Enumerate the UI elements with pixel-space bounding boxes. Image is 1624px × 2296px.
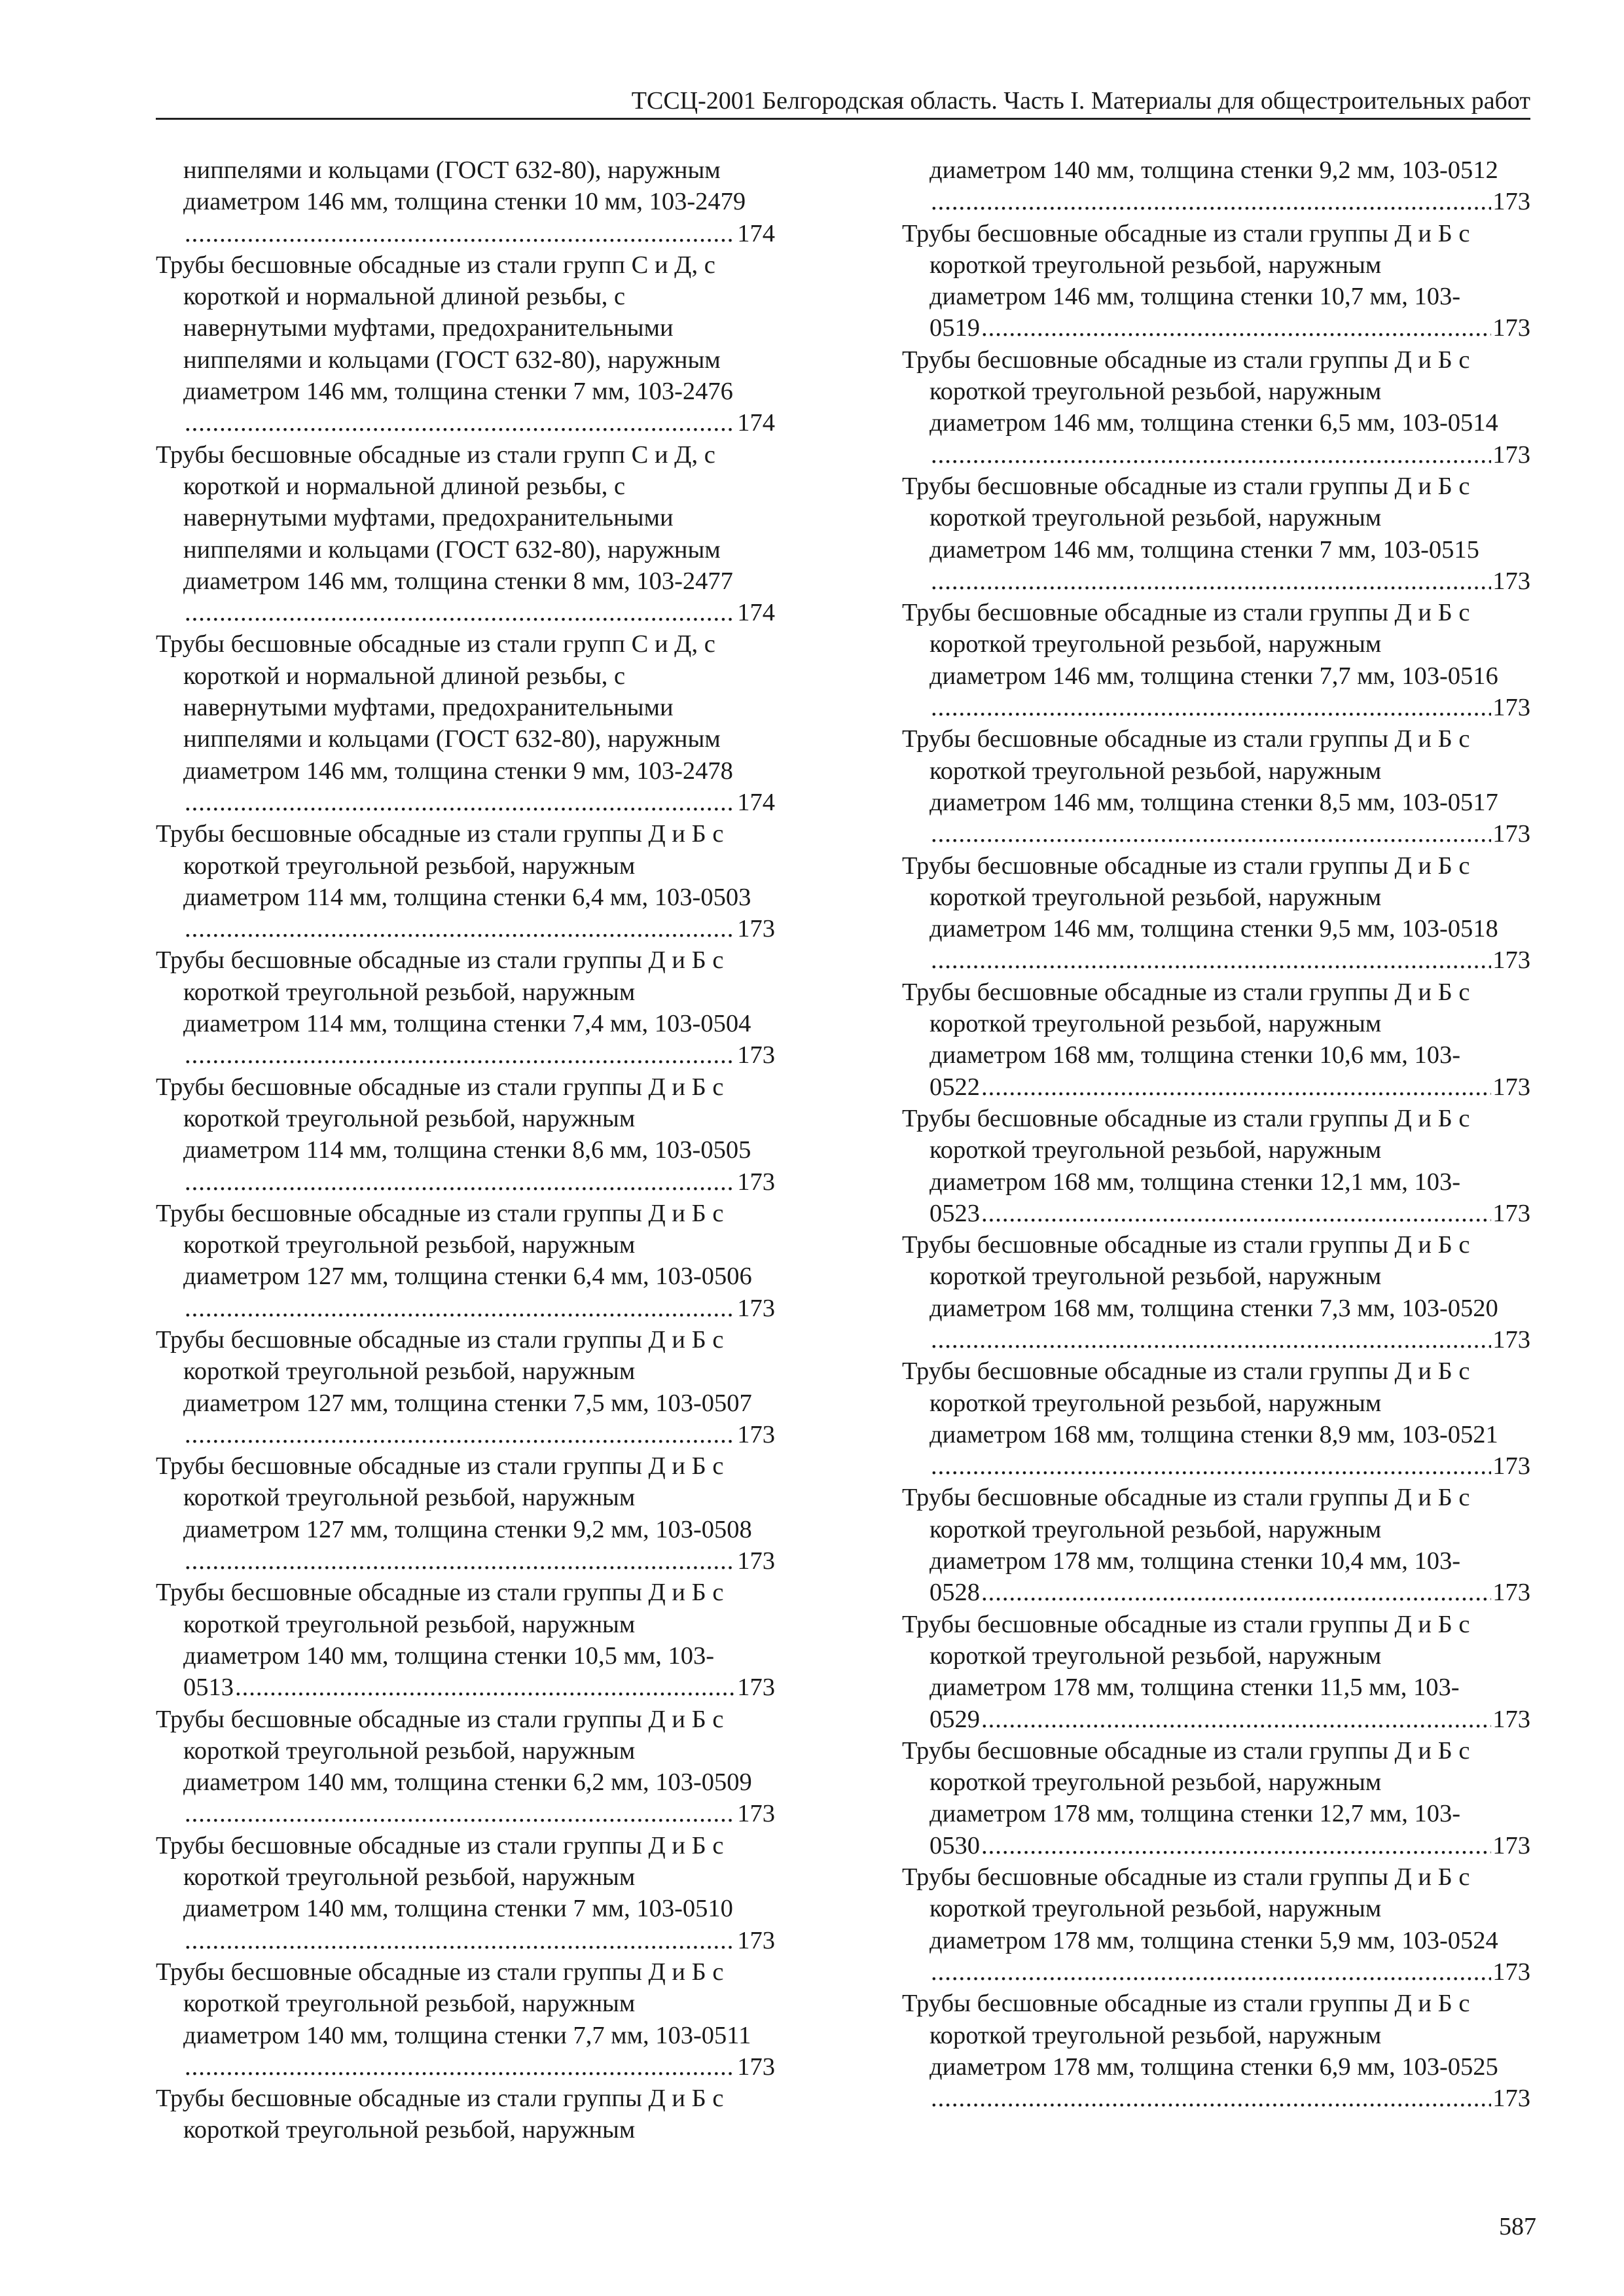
entry-text-line: Трубы бесшовные обсадные из стали группы Д и Б с bbox=[156, 1958, 724, 1986]
entry-page-number[interactable]: 173 bbox=[1492, 820, 1530, 848]
index-entry[interactable] bbox=[156, 1071, 775, 1198]
entry-leader-line bbox=[156, 1672, 775, 1703]
entry-page-number[interactable]: 173 bbox=[1492, 2085, 1530, 2113]
entry-leader-line bbox=[902, 1704, 1530, 1735]
entry-text-line: ниппелями и кольцами (ГОСТ 632-80), наружным bbox=[183, 725, 721, 753]
entry-text-line: Трубы бесшовные обсадные из стали групп С и Д, с bbox=[156, 630, 715, 658]
dot-leader bbox=[185, 597, 736, 628]
entry-text-line: Трубы бесшовные обсадные из стали группы Д и Б с bbox=[902, 346, 1470, 374]
index-entry[interactable] bbox=[156, 2083, 775, 2146]
entry-text-line: Трубы бесшовные обсадные из стали группы Д и Б с bbox=[156, 946, 724, 975]
entry-text-line: Трубы бесшовные обсадные из стали группы Д и Б с bbox=[902, 599, 1470, 627]
entry-text-line: короткой и нормальной длиной резьбы, с bbox=[183, 472, 626, 500]
entry-text-line: диаметром 178 мм, толщина стенки 6,9 мм, 103-0525 bbox=[929, 2053, 1498, 2081]
dot-leader bbox=[185, 1925, 736, 1956]
index-entry[interactable] bbox=[156, 944, 775, 1071]
entry-text-line: навернутыми муфтами, предохранительными bbox=[183, 504, 674, 532]
entry-text-line: диаметром 178 мм, толщина стенки 11,5 мм, 103- bbox=[929, 1674, 1460, 1702]
entry-text-line: Трубы бесшовные обсадные из стали группы Д и Б с bbox=[902, 852, 1470, 880]
entry-text-line: Трубы бесшовные обсадные из стали группы Д и Б с bbox=[902, 1357, 1470, 1386]
entry-text-line: Трубы бесшовные обсадные из стали группы Д и Б с bbox=[902, 725, 1470, 753]
entry-text-line: короткой треугольной резьбой, наружным bbox=[183, 1863, 636, 1892]
entry-text-line: диаметром 146 мм, толщина стенки 9,5 мм, 103-0518 bbox=[929, 915, 1498, 943]
entry-text-line: диаметром 168 мм, толщина стенки 10,6 мм, 103- bbox=[929, 1041, 1461, 1069]
entry-code-suffix: 0519 bbox=[929, 314, 980, 342]
entry-page-number[interactable]: 173 bbox=[1492, 1705, 1530, 1733]
entry-page-number[interactable]: 173 bbox=[737, 1547, 775, 1575]
entry-code-suffix: 0529 bbox=[929, 1705, 980, 1733]
dot-leader bbox=[185, 787, 736, 818]
dot-leader bbox=[981, 1198, 1491, 1229]
index-entry[interactable] bbox=[902, 723, 1530, 850]
entry-text-line: короткой треугольной резьбой, наружным bbox=[183, 1610, 636, 1638]
entry-text-line: короткой треугольной резьбой, наружным bbox=[183, 1231, 636, 1259]
header-title: ТССЦ-2001 Белгородская область. Часть I. Материалы для общестроительных работ bbox=[631, 87, 1530, 115]
entry-text-line: Трубы бесшовные обсадные из стали группы Д и Б с bbox=[156, 1452, 724, 1480]
entry-text-line: Трубы бесшовные обсадные из стали группы Д и Б с bbox=[902, 1610, 1470, 1638]
dot-leader bbox=[185, 913, 736, 944]
entry-page-number[interactable]: 173 bbox=[737, 2053, 775, 2081]
entry-text-line: Трубы бесшовные обсадные из стали группы Д и Б с bbox=[156, 820, 724, 848]
entry-text-line: навернутыми муфтами, предохранительными bbox=[183, 694, 674, 722]
entry-leader-line bbox=[902, 818, 1530, 850]
entry-page-number[interactable]: 173 bbox=[737, 1168, 775, 1196]
index-entry[interactable] bbox=[156, 1324, 775, 1450]
entry-text-line: короткой треугольной резьбой, наружным bbox=[183, 1357, 636, 1386]
dot-leader bbox=[931, 818, 1491, 850]
entry-page-number[interactable]: 174 bbox=[737, 788, 775, 816]
entry-text-line: Трубы бесшовные обсадные из стали группы Д и Б с bbox=[156, 1579, 724, 1607]
entry-text-line: навернутыми муфтами, предохранительными bbox=[183, 314, 674, 342]
entry-leader-line bbox=[156, 1419, 775, 1450]
index-entry[interactable] bbox=[156, 249, 775, 439]
dot-leader bbox=[185, 1166, 736, 1198]
dot-leader bbox=[981, 1577, 1491, 1608]
entry-code-suffix: 0523 bbox=[929, 1199, 980, 1227]
dot-leader bbox=[185, 1039, 736, 1071]
running-header bbox=[156, 84, 1530, 120]
page-number: 587 bbox=[1499, 2213, 1536, 2240]
index-entry[interactable] bbox=[902, 218, 1530, 344]
entry-text-line: короткой треугольной резьбой, наружным bbox=[929, 630, 1382, 658]
entry-text-line: короткой треугольной резьбой, наружным bbox=[929, 504, 1382, 532]
entry-page-number[interactable]: 173 bbox=[1492, 314, 1530, 342]
entry-page-number[interactable]: 174 bbox=[737, 599, 775, 627]
entry-page-number[interactable]: 173 bbox=[1492, 1199, 1530, 1227]
entry-text-line: диаметром 114 мм, толщина стенки 8,6 мм, 103-0505 bbox=[183, 1136, 751, 1164]
entry-leader-line bbox=[902, 186, 1530, 217]
entry-text-line: диаметром 140 мм, толщина стенки 7 мм, 103-0510 bbox=[183, 1895, 733, 1923]
entry-page-number[interactable]: 173 bbox=[1492, 188, 1530, 216]
index-entry[interactable] bbox=[156, 1830, 775, 1956]
entry-code-suffix: 0522 bbox=[929, 1073, 980, 1101]
dot-leader bbox=[981, 1704, 1491, 1735]
entry-page-number[interactable]: 173 bbox=[1492, 1325, 1530, 1354]
index-entry[interactable] bbox=[156, 628, 775, 818]
entry-text-line: короткой треугольной резьбой, наружным bbox=[929, 1895, 1382, 1923]
entry-text-line: Трубы бесшовные обсадные из стали группы Д и Б с bbox=[902, 1990, 1470, 2018]
dot-leader bbox=[931, 944, 1491, 976]
entry-page-number[interactable]: 174 bbox=[737, 409, 775, 437]
entry-leader-line bbox=[902, 944, 1530, 976]
entry-page-number[interactable]: 173 bbox=[1492, 694, 1530, 722]
entry-text-line: короткой треугольной резьбой, наружным bbox=[929, 1515, 1382, 1543]
index-entry[interactable] bbox=[156, 1198, 775, 1324]
entry-page-number[interactable]: 173 bbox=[737, 1294, 775, 1322]
dot-leader bbox=[931, 439, 1491, 471]
entry-leader-line bbox=[902, 1956, 1530, 1988]
dot-leader bbox=[185, 1798, 736, 1829]
entry-page-number[interactable]: 173 bbox=[1492, 1452, 1530, 1480]
entry-page-number[interactable]: 173 bbox=[737, 915, 775, 943]
entry-text-line: короткой треугольной резьбой, наружным bbox=[183, 978, 636, 1006]
entry-text-line: короткой треугольной резьбой, наружным bbox=[929, 1389, 1382, 1417]
entry-text-line: короткой треугольной резьбой, наружным bbox=[929, 378, 1382, 406]
entry-page-number[interactable]: 173 bbox=[737, 1800, 775, 1828]
entry-text-line: короткой треугольной резьбой, наружным bbox=[929, 757, 1382, 785]
entry-leader-line bbox=[156, 407, 775, 439]
index-entry[interactable] bbox=[902, 1988, 1530, 2114]
entry-leader-line bbox=[156, 1545, 775, 1577]
entry-page-number[interactable]: 173 bbox=[1492, 567, 1530, 595]
entry-text-line: диаметром 146 мм, толщина стенки 6,5 мм, 103-0514 bbox=[929, 409, 1498, 437]
entry-text-line: Трубы бесшовные обсадные из стали групп С и Д, с bbox=[156, 251, 715, 279]
dot-leader bbox=[981, 1071, 1491, 1103]
entry-text-line: ниппелями и кольцами (ГОСТ 632-80), наружным bbox=[183, 535, 721, 564]
entry-leader-line bbox=[156, 218, 775, 249]
entry-leader-line bbox=[902, 692, 1530, 723]
entry-text-line: диаметром 140 мм, толщина стенки 9,2 мм, 103-0512 bbox=[929, 156, 1498, 184]
entry-code-suffix: 0530 bbox=[929, 1831, 980, 1859]
entry-text-line: диаметром 146 мм, толщина стенки 9 мм, 103-2478 bbox=[183, 757, 733, 785]
entry-text-line: Трубы бесшовные обсадные из стали группы Д и Б с bbox=[902, 472, 1470, 500]
index-entry[interactable] bbox=[902, 1861, 1530, 1988]
index-entry[interactable] bbox=[902, 597, 1530, 723]
entry-leader-line bbox=[902, 439, 1530, 471]
entry-page-number[interactable]: 173 bbox=[737, 1926, 775, 1954]
entry-text-line: Трубы бесшовные обсадные из стали группы Д и Б с bbox=[156, 1199, 724, 1227]
entry-text-line: диаметром 127 мм, толщина стенки 9,2 мм, 103-0508 bbox=[183, 1515, 752, 1543]
entry-text-line: Трубы бесшовные обсадные из стали группы Д и Б с bbox=[156, 2085, 724, 2113]
entry-text-line: диаметром 146 мм, толщина стенки 10,7 мм, 103- bbox=[929, 283, 1461, 311]
index-entry[interactable] bbox=[156, 1956, 775, 2083]
entry-leader-line bbox=[156, 1166, 775, 1198]
entry-text-line: диаметром 114 мм, толщина стенки 6,4 мм, 103-0503 bbox=[183, 883, 751, 911]
entry-text-line: Трубы бесшовные обсадные из стали группы Д и Б с bbox=[156, 1831, 724, 1859]
dot-leader bbox=[981, 1830, 1491, 1861]
dot-leader bbox=[235, 1672, 736, 1703]
index-entry[interactable] bbox=[902, 1609, 1530, 1735]
index-entry[interactable] bbox=[902, 1103, 1530, 1229]
dot-leader bbox=[185, 218, 736, 249]
entry-text-line: короткой треугольной резьбой, наружным bbox=[929, 883, 1382, 911]
index-column-left bbox=[156, 154, 775, 2146]
index-entry[interactable] bbox=[156, 1577, 775, 1703]
index-entry[interactable] bbox=[902, 471, 1530, 597]
entry-text-line: диаметром 146 мм, толщина стенки 7 мм, 103-0515 bbox=[929, 535, 1479, 564]
entry-page-number[interactable]: 173 bbox=[737, 1041, 775, 1069]
entry-text-line: короткой треугольной резьбой, наружным bbox=[929, 251, 1382, 279]
entry-text-line: Трубы бесшовные обсадные из стали групп С и Д, с bbox=[156, 440, 715, 469]
entry-text-line: короткой треугольной резьбой, наружным bbox=[929, 2021, 1382, 2049]
entry-text-line: Трубы бесшовные обсадные из стали группы Д и Б с bbox=[902, 978, 1470, 1006]
entry-page-number[interactable]: 173 bbox=[1492, 1073, 1530, 1101]
dot-leader bbox=[931, 692, 1491, 723]
entry-text-line: диаметром 168 мм, толщина стенки 8,9 мм, 103-0521 bbox=[929, 1420, 1498, 1448]
entry-text-line: короткой треугольной резьбой, наружным bbox=[929, 1010, 1382, 1038]
dot-leader bbox=[931, 565, 1491, 597]
index-entry[interactable] bbox=[156, 154, 775, 249]
dot-leader bbox=[931, 1324, 1491, 1355]
entry-text-line: диаметром 178 мм, толщина стенки 5,9 мм, 103-0524 bbox=[929, 1926, 1498, 1954]
entry-text-line: диаметром 146 мм, толщина стенки 7 мм, 103-2476 bbox=[183, 378, 733, 406]
entry-text-line: короткой треугольной резьбой, наружным bbox=[183, 1484, 636, 1512]
entry-text-line: короткой треугольной резьбой, наружным bbox=[183, 852, 636, 880]
dot-leader bbox=[931, 2083, 1491, 2114]
entry-page-number[interactable]: 173 bbox=[737, 1420, 775, 1448]
dot-leader bbox=[185, 1545, 736, 1577]
entry-page-number[interactable]: 173 bbox=[1492, 1579, 1530, 1607]
entry-text-line: короткой треугольной резьбой, наружным bbox=[183, 2116, 636, 2144]
entry-text-line: Трубы бесшовные обсадные из стали группы Д и Б с bbox=[156, 1325, 724, 1354]
entry-leader-line bbox=[156, 1039, 775, 1071]
entry-leader-line bbox=[902, 312, 1530, 344]
entry-leader-line bbox=[156, 787, 775, 818]
entry-text-line: диаметром 114 мм, толщина стенки 7,4 мм, 103-0504 bbox=[183, 1010, 751, 1038]
entry-text-line: диаметром 140 мм, толщина стенки 7,7 мм, 103-0511 bbox=[183, 2021, 751, 2049]
entry-text-line: короткой треугольной резьбой, наружным bbox=[929, 1263, 1382, 1291]
entry-text-line: диаметром 146 мм, толщина стенки 8,5 мм, 103-0517 bbox=[929, 788, 1498, 816]
index-entry[interactable] bbox=[156, 1450, 775, 1577]
entry-leader-line bbox=[156, 597, 775, 628]
index-entry[interactable] bbox=[156, 439, 775, 629]
entry-text-line: диаметром 178 мм, толщина стенки 12,7 мм, 103- bbox=[929, 1800, 1461, 1828]
entry-text-line: короткой треугольной резьбой, наружным bbox=[929, 1136, 1382, 1164]
entry-leader-line bbox=[902, 2083, 1530, 2114]
dot-leader bbox=[185, 407, 736, 439]
index-entry[interactable] bbox=[902, 1735, 1530, 1861]
dot-leader bbox=[931, 186, 1491, 217]
entry-leader-line bbox=[156, 1293, 775, 1324]
index-column-right bbox=[902, 154, 1530, 2114]
entry-leader-line bbox=[156, 913, 775, 944]
entry-text-line: Трубы бесшовные обсадные из стали группы Д и Б с bbox=[902, 1736, 1470, 1765]
entry-leader-line bbox=[902, 1324, 1530, 1355]
index-entry[interactable] bbox=[902, 1482, 1530, 1608]
entry-text-line: короткой треугольной резьбой, наружным bbox=[183, 1990, 636, 2018]
entry-text-line: короткой и нормальной длиной резьбы, с bbox=[183, 662, 626, 690]
entry-text-line: короткой треугольной резьбой, наружным bbox=[929, 1641, 1382, 1670]
entry-text-line: Трубы бесшовные обсадные из стали группы Д и Б с bbox=[156, 1073, 724, 1101]
entry-leader-line bbox=[902, 565, 1530, 597]
entry-text-line: Трубы бесшовные обсадные из стали группы Д и Б с bbox=[902, 219, 1470, 247]
index-entry[interactable] bbox=[902, 977, 1530, 1103]
index-entry[interactable] bbox=[902, 850, 1530, 977]
entry-code-suffix: 0528 bbox=[929, 1579, 980, 1607]
entry-page-number[interactable]: 173 bbox=[1492, 946, 1530, 975]
index-entry[interactable] bbox=[902, 154, 1530, 218]
entry-text-line: Трубы бесшовные обсадные из стали группы Д и Б с bbox=[902, 1104, 1470, 1132]
entry-leader-line bbox=[902, 1071, 1530, 1103]
entry-text-line: короткой треугольной резьбой, наружным bbox=[183, 1104, 636, 1132]
entry-text-line: Трубы бесшовные обсадные из стали группы Д и Б с bbox=[156, 1705, 724, 1733]
dot-leader bbox=[931, 1956, 1491, 1988]
entry-code-suffix: 0513 bbox=[183, 1674, 234, 1702]
entry-page-number[interactable]: 173 bbox=[1492, 1958, 1530, 1986]
index-entry[interactable] bbox=[156, 818, 775, 944]
entry-page-number[interactable]: 174 bbox=[737, 219, 775, 247]
entry-leader-line bbox=[156, 1925, 775, 1956]
entry-text-line: Трубы бесшовные обсадные из стали группы Д и Б с bbox=[902, 1231, 1470, 1259]
entry-text-line: ниппелями и кольцами (ГОСТ 632-80), наружным bbox=[183, 346, 721, 374]
dot-leader bbox=[185, 1419, 736, 1450]
entry-page-number[interactable]: 173 bbox=[1492, 1831, 1530, 1859]
entry-text-line: Трубы бесшовные обсадные из стали группы Д и Б с bbox=[902, 1484, 1470, 1512]
entry-page-number[interactable]: 173 bbox=[737, 1674, 775, 1702]
entry-page-number[interactable]: 173 bbox=[1492, 440, 1530, 469]
entry-text-line: ниппелями и кольцами (ГОСТ 632-80), наружным bbox=[183, 156, 721, 184]
index-entry[interactable] bbox=[902, 1229, 1530, 1355]
index-entry[interactable] bbox=[156, 1704, 775, 1830]
entry-text-line: диаметром 140 мм, толщина стенки 6,2 мм, 103-0509 bbox=[183, 1768, 752, 1797]
entry-text-line: диаметром 168 мм, толщина стенки 12,1 мм, 103- bbox=[929, 1168, 1461, 1196]
entry-text-line: короткой треугольной резьбой, наружным bbox=[183, 1736, 636, 1765]
entry-leader-line bbox=[902, 1198, 1530, 1229]
entry-text-line: диаметром 178 мм, толщина стенки 10,4 мм, 103- bbox=[929, 1547, 1461, 1575]
dot-leader bbox=[185, 2051, 736, 2083]
entry-text-line: диаметром 146 мм, толщина стенки 7,7 мм, 103-0516 bbox=[929, 662, 1498, 690]
entry-text-line: короткой треугольной резьбой, наружным bbox=[929, 1768, 1382, 1797]
entry-text-line: диаметром 168 мм, толщина стенки 7,3 мм, 103-0520 bbox=[929, 1294, 1498, 1322]
entry-text-line: короткой и нормальной длиной резьбы, с bbox=[183, 283, 626, 311]
entry-leader-line bbox=[902, 1450, 1530, 1482]
entry-leader-line bbox=[902, 1577, 1530, 1608]
dot-leader bbox=[981, 312, 1491, 344]
dot-leader bbox=[931, 1450, 1491, 1482]
entry-text-line: диаметром 127 мм, толщина стенки 6,4 мм, 103-0506 bbox=[183, 1263, 752, 1291]
entry-leader-line bbox=[156, 1798, 775, 1829]
entry-text-line: Трубы бесшовные обсадные из стали группы Д и Б с bbox=[902, 1863, 1470, 1892]
entry-text-line: диаметром 127 мм, толщина стенки 7,5 мм, 103-0507 bbox=[183, 1389, 752, 1417]
dot-leader bbox=[185, 1293, 736, 1324]
entry-text-line: диаметром 146 мм, толщина стенки 8 мм, 103-2477 bbox=[183, 567, 733, 595]
entry-text-line: диаметром 146 мм, толщина стенки 10 мм, 103-2479 bbox=[183, 188, 746, 216]
index-entry[interactable] bbox=[902, 344, 1530, 471]
entry-text-line: диаметром 140 мм, толщина стенки 10,5 мм, 103- bbox=[183, 1641, 715, 1670]
entry-leader-line bbox=[902, 1830, 1530, 1861]
index-entry[interactable] bbox=[902, 1355, 1530, 1482]
entry-leader-line bbox=[156, 2051, 775, 2083]
